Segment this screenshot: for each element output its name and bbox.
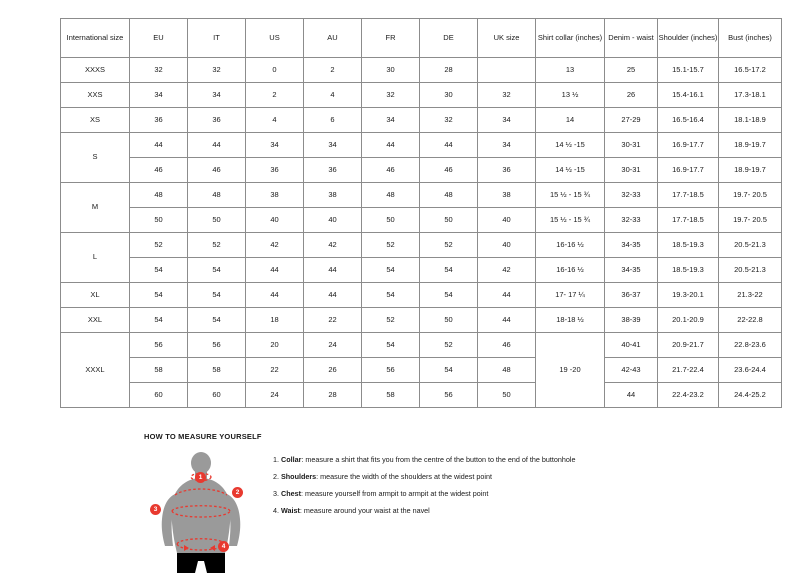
table-row [61,133,782,158]
cell-shoulder: 21.7-22.4 [658,358,719,383]
cell-bust: 20.5-21.3 [719,258,782,283]
cell-eu: 50 [130,208,188,233]
cell-au: 28 [304,383,362,408]
cell-denim-waist: 38-39 [605,308,658,333]
cell-fr: 32 [362,83,420,108]
cell-bust: 23.6-24.4 [719,358,782,383]
cell-fr: 54 [362,333,420,358]
cell-international-size: XXXL [61,333,130,408]
cell-de: 32 [420,108,478,133]
cell-it: 34 [188,83,246,108]
cell-uk-size: 38 [478,183,536,208]
cell-shirt-collar: 13 ½ [536,83,605,108]
cell-bust: 18.1-18.9 [719,108,782,133]
cell-au: 4 [304,83,362,108]
how-to-measure-body [144,449,744,573]
instruction-text: : measure around your waist at the navel [299,506,430,515]
cell-it: 52 [188,233,246,258]
cell-shoulder: 16.5-16.4 [658,108,719,133]
column-header-shirt-collar: Shirt collar (inches) [536,19,605,58]
table-header-row [61,19,782,58]
cell-eu: 58 [130,358,188,383]
table-row [61,158,782,183]
cell-it: 56 [188,333,246,358]
cell-fr: 56 [362,358,420,383]
cell-eu: 44 [130,133,188,158]
table-row [61,233,782,258]
cell-shoulder: 18.5-19.3 [658,258,719,283]
cell-us: 24 [246,383,304,408]
cell-fr: 44 [362,133,420,158]
instruction-number: 3. [273,489,279,498]
cell-us: 0 [246,58,304,83]
cell-eu: 60 [130,383,188,408]
cell-bust: 22-22.8 [719,308,782,333]
column-header-fr: FR [362,19,420,58]
measurement-instructions [273,449,575,523]
instruction-term: Waist [281,506,300,515]
cell-denim-waist: 30-31 [605,133,658,158]
marker-3-chest: 3 [150,504,161,515]
cell-fr: 52 [362,308,420,333]
table-row [61,308,782,333]
cell-us: 44 [246,258,304,283]
cell-shoulder: 18.5-19.3 [658,233,719,258]
cell-de: 56 [420,383,478,408]
cell-international-size: XXXS [61,58,130,83]
cell-uk-size: 44 [478,283,536,308]
cell-us: 34 [246,133,304,158]
instruction-number: 1. [273,455,279,464]
table-row [61,383,782,408]
instruction-term: Collar [281,455,302,464]
cell-shirt-collar: 16-16 ½ [536,258,605,283]
cell-us: 18 [246,308,304,333]
cell-eu: 52 [130,233,188,258]
torso-illustration-svg [144,449,259,573]
cell-fr: 50 [362,208,420,233]
marker-4-waist: 4 [218,541,229,552]
cell-uk-size: 32 [478,83,536,108]
cell-fr: 54 [362,258,420,283]
instruction-number: 2. [273,472,279,481]
cell-it: 54 [188,283,246,308]
cell-fr: 34 [362,108,420,133]
table-row [61,258,782,283]
cell-shirt-collar: 14 ½ -15 [536,158,605,183]
table-row [61,108,782,133]
cell-de: 52 [420,233,478,258]
cell-us: 2 [246,83,304,108]
cell-uk-size: 34 [478,133,536,158]
cell-denim-waist: 34-35 [605,233,658,258]
cell-it: 54 [188,258,246,283]
column-header-bust: Bust (inches) [719,19,782,58]
cell-bust: 22.8-23.6 [719,333,782,358]
cell-au: 34 [304,133,362,158]
table-row [61,283,782,308]
cell-shirt-collar: 15 ½ - 15 ¾ [536,183,605,208]
cell-shoulder: 22.4-23.2 [658,383,719,408]
cell-shoulder: 16.9-17.7 [658,133,719,158]
cell-it: 46 [188,158,246,183]
cell-shirt-collar: 17- 17 ¼ [536,283,605,308]
cell-us: 38 [246,183,304,208]
cell-bust: 19.7- 20.5 [719,208,782,233]
marker-1-collar: 1 [195,472,206,483]
column-header-shoulder: Shoulder (inches) [658,19,719,58]
cell-us: 36 [246,158,304,183]
cell-au: 2 [304,58,362,83]
cell-bust: 18.9-19.7 [719,158,782,183]
cell-au: 26 [304,358,362,383]
column-header-international-size: International size [61,19,130,58]
instruction-term: Chest [281,489,301,498]
table-row [61,83,782,108]
cell-au: 24 [304,333,362,358]
cell-international-size: XS [61,108,130,133]
cell-au: 38 [304,183,362,208]
cell-bust: 18.9-19.7 [719,133,782,158]
table-header [61,19,782,58]
cell-it: 32 [188,58,246,83]
instruction-text: : measure the width of the shoulders at the widest point [316,472,492,481]
cell-it: 36 [188,108,246,133]
how-to-measure-title: HOW TO MEASURE YOURSELF [144,432,262,441]
cell-uk-size: 50 [478,383,536,408]
cell-eu: 48 [130,183,188,208]
how-to-measure-section [144,432,744,573]
body-diagram [144,449,259,573]
cell-shirt-collar: 14 [536,108,605,133]
cell-shirt-collar: 13 [536,58,605,83]
cell-au: 6 [304,108,362,133]
cell-shirt-collar: 19 -20 [536,333,605,408]
cell-fr: 52 [362,233,420,258]
table-row [61,358,782,383]
cell-fr: 30 [362,58,420,83]
cell-eu: 34 [130,83,188,108]
cell-shoulder: 20.9-21.7 [658,333,719,358]
cell-de: 30 [420,83,478,108]
cell-de: 44 [420,133,478,158]
cell-bust: 21.3-22 [719,283,782,308]
cell-us: 42 [246,233,304,258]
cell-au: 44 [304,283,362,308]
cell-denim-waist: 36-37 [605,283,658,308]
column-header-denim-waist: Denim - waist [605,19,658,58]
cell-international-size: M [61,183,130,233]
cell-uk-size: 36 [478,158,536,183]
cell-shoulder: 17.7-18.5 [658,208,719,233]
cell-shirt-collar: 18-18 ½ [536,308,605,333]
cell-fr: 54 [362,283,420,308]
table-row [61,58,782,83]
cell-au: 42 [304,233,362,258]
cell-shoulder: 16.9-17.7 [658,158,719,183]
cell-denim-waist: 40-41 [605,333,658,358]
cell-de: 48 [420,183,478,208]
cell-de: 46 [420,158,478,183]
cell-bust: 16.5-17.2 [719,58,782,83]
cell-uk-size: 40 [478,233,536,258]
cell-denim-waist: 30-31 [605,158,658,183]
cell-it: 48 [188,183,246,208]
cell-shoulder: 19.3-20.1 [658,283,719,308]
cell-denim-waist: 44 [605,383,658,408]
cell-au: 44 [304,258,362,283]
cell-fr: 48 [362,183,420,208]
cell-international-size: XXL [61,308,130,333]
cell-shoulder: 15.1-15.7 [658,58,719,83]
cell-fr: 46 [362,158,420,183]
cell-us: 4 [246,108,304,133]
column-header-de: DE [420,19,478,58]
cell-shoulder: 20.1-20.9 [658,308,719,333]
cell-bust: 19.7- 20.5 [719,183,782,208]
cell-international-size: XXS [61,83,130,108]
table-body [61,58,782,408]
cell-au: 22 [304,308,362,333]
cell-de: 52 [420,333,478,358]
cell-denim-waist: 42-43 [605,358,658,383]
instruction-term: Shoulders [281,472,317,481]
cell-de: 28 [420,58,478,83]
column-header-uk-size: UK size [478,19,536,58]
instruction-item [273,455,575,464]
cell-eu: 36 [130,108,188,133]
cell-shirt-collar: 16-16 ½ [536,233,605,258]
cell-au: 36 [304,158,362,183]
cell-uk-size [478,58,536,83]
cell-bust: 24.4-25.2 [719,383,782,408]
cell-international-size: S [61,133,130,183]
cell-de: 54 [420,258,478,283]
size-chart-table [60,18,782,408]
cell-shirt-collar: 15 ½ - 15 ¾ [536,208,605,233]
cell-uk-size: 46 [478,333,536,358]
instruction-item [273,472,575,481]
cell-international-size: L [61,233,130,283]
cell-de: 54 [420,358,478,383]
cell-uk-size: 44 [478,308,536,333]
table-row [61,183,782,208]
cell-uk-size: 34 [478,108,536,133]
cell-de: 50 [420,208,478,233]
cell-denim-waist: 32-33 [605,183,658,208]
cell-it: 54 [188,308,246,333]
cell-it: 58 [188,358,246,383]
cell-eu: 54 [130,283,188,308]
cell-us: 20 [246,333,304,358]
cell-bust: 17.3-18.1 [719,83,782,108]
cell-us: 40 [246,208,304,233]
cell-shoulder: 17.7-18.5 [658,183,719,208]
cell-it: 44 [188,133,246,158]
cell-denim-waist: 32-33 [605,208,658,233]
cell-shoulder: 15.4-16.1 [658,83,719,108]
table-row [61,208,782,233]
cell-au: 40 [304,208,362,233]
cell-uk-size: 48 [478,358,536,383]
instruction-text: : measure a shirt that fits you from the centre of the button to the end of the buttonhole [301,455,576,464]
cell-denim-waist: 27-29 [605,108,658,133]
cell-denim-waist: 25 [605,58,658,83]
cell-eu: 46 [130,158,188,183]
column-header-us: US [246,19,304,58]
column-header-au: AU [304,19,362,58]
cell-eu: 56 [130,333,188,358]
cell-it: 60 [188,383,246,408]
cell-international-size: XL [61,283,130,308]
marker-2-shoulders: 2 [232,487,243,498]
cell-fr: 58 [362,383,420,408]
instruction-text: : measure yourself from armpit to armpit at the widest point [300,489,489,498]
table-row [61,333,782,358]
column-header-it: IT [188,19,246,58]
cell-us: 44 [246,283,304,308]
cell-de: 50 [420,308,478,333]
instruction-item [273,506,575,515]
cell-denim-waist: 26 [605,83,658,108]
cell-eu: 32 [130,58,188,83]
instruction-number: 4. [273,506,279,515]
cell-it: 50 [188,208,246,233]
cell-uk-size: 42 [478,258,536,283]
size-chart-container [60,18,772,408]
cell-us: 22 [246,358,304,383]
cell-denim-waist: 34-35 [605,258,658,283]
cell-shirt-collar: 14 ½ -15 [536,133,605,158]
cell-eu: 54 [130,308,188,333]
instruction-item [273,489,575,498]
cell-de: 54 [420,283,478,308]
cell-bust: 20.5-21.3 [719,233,782,258]
column-header-eu: EU [130,19,188,58]
cell-uk-size: 40 [478,208,536,233]
cell-eu: 54 [130,258,188,283]
